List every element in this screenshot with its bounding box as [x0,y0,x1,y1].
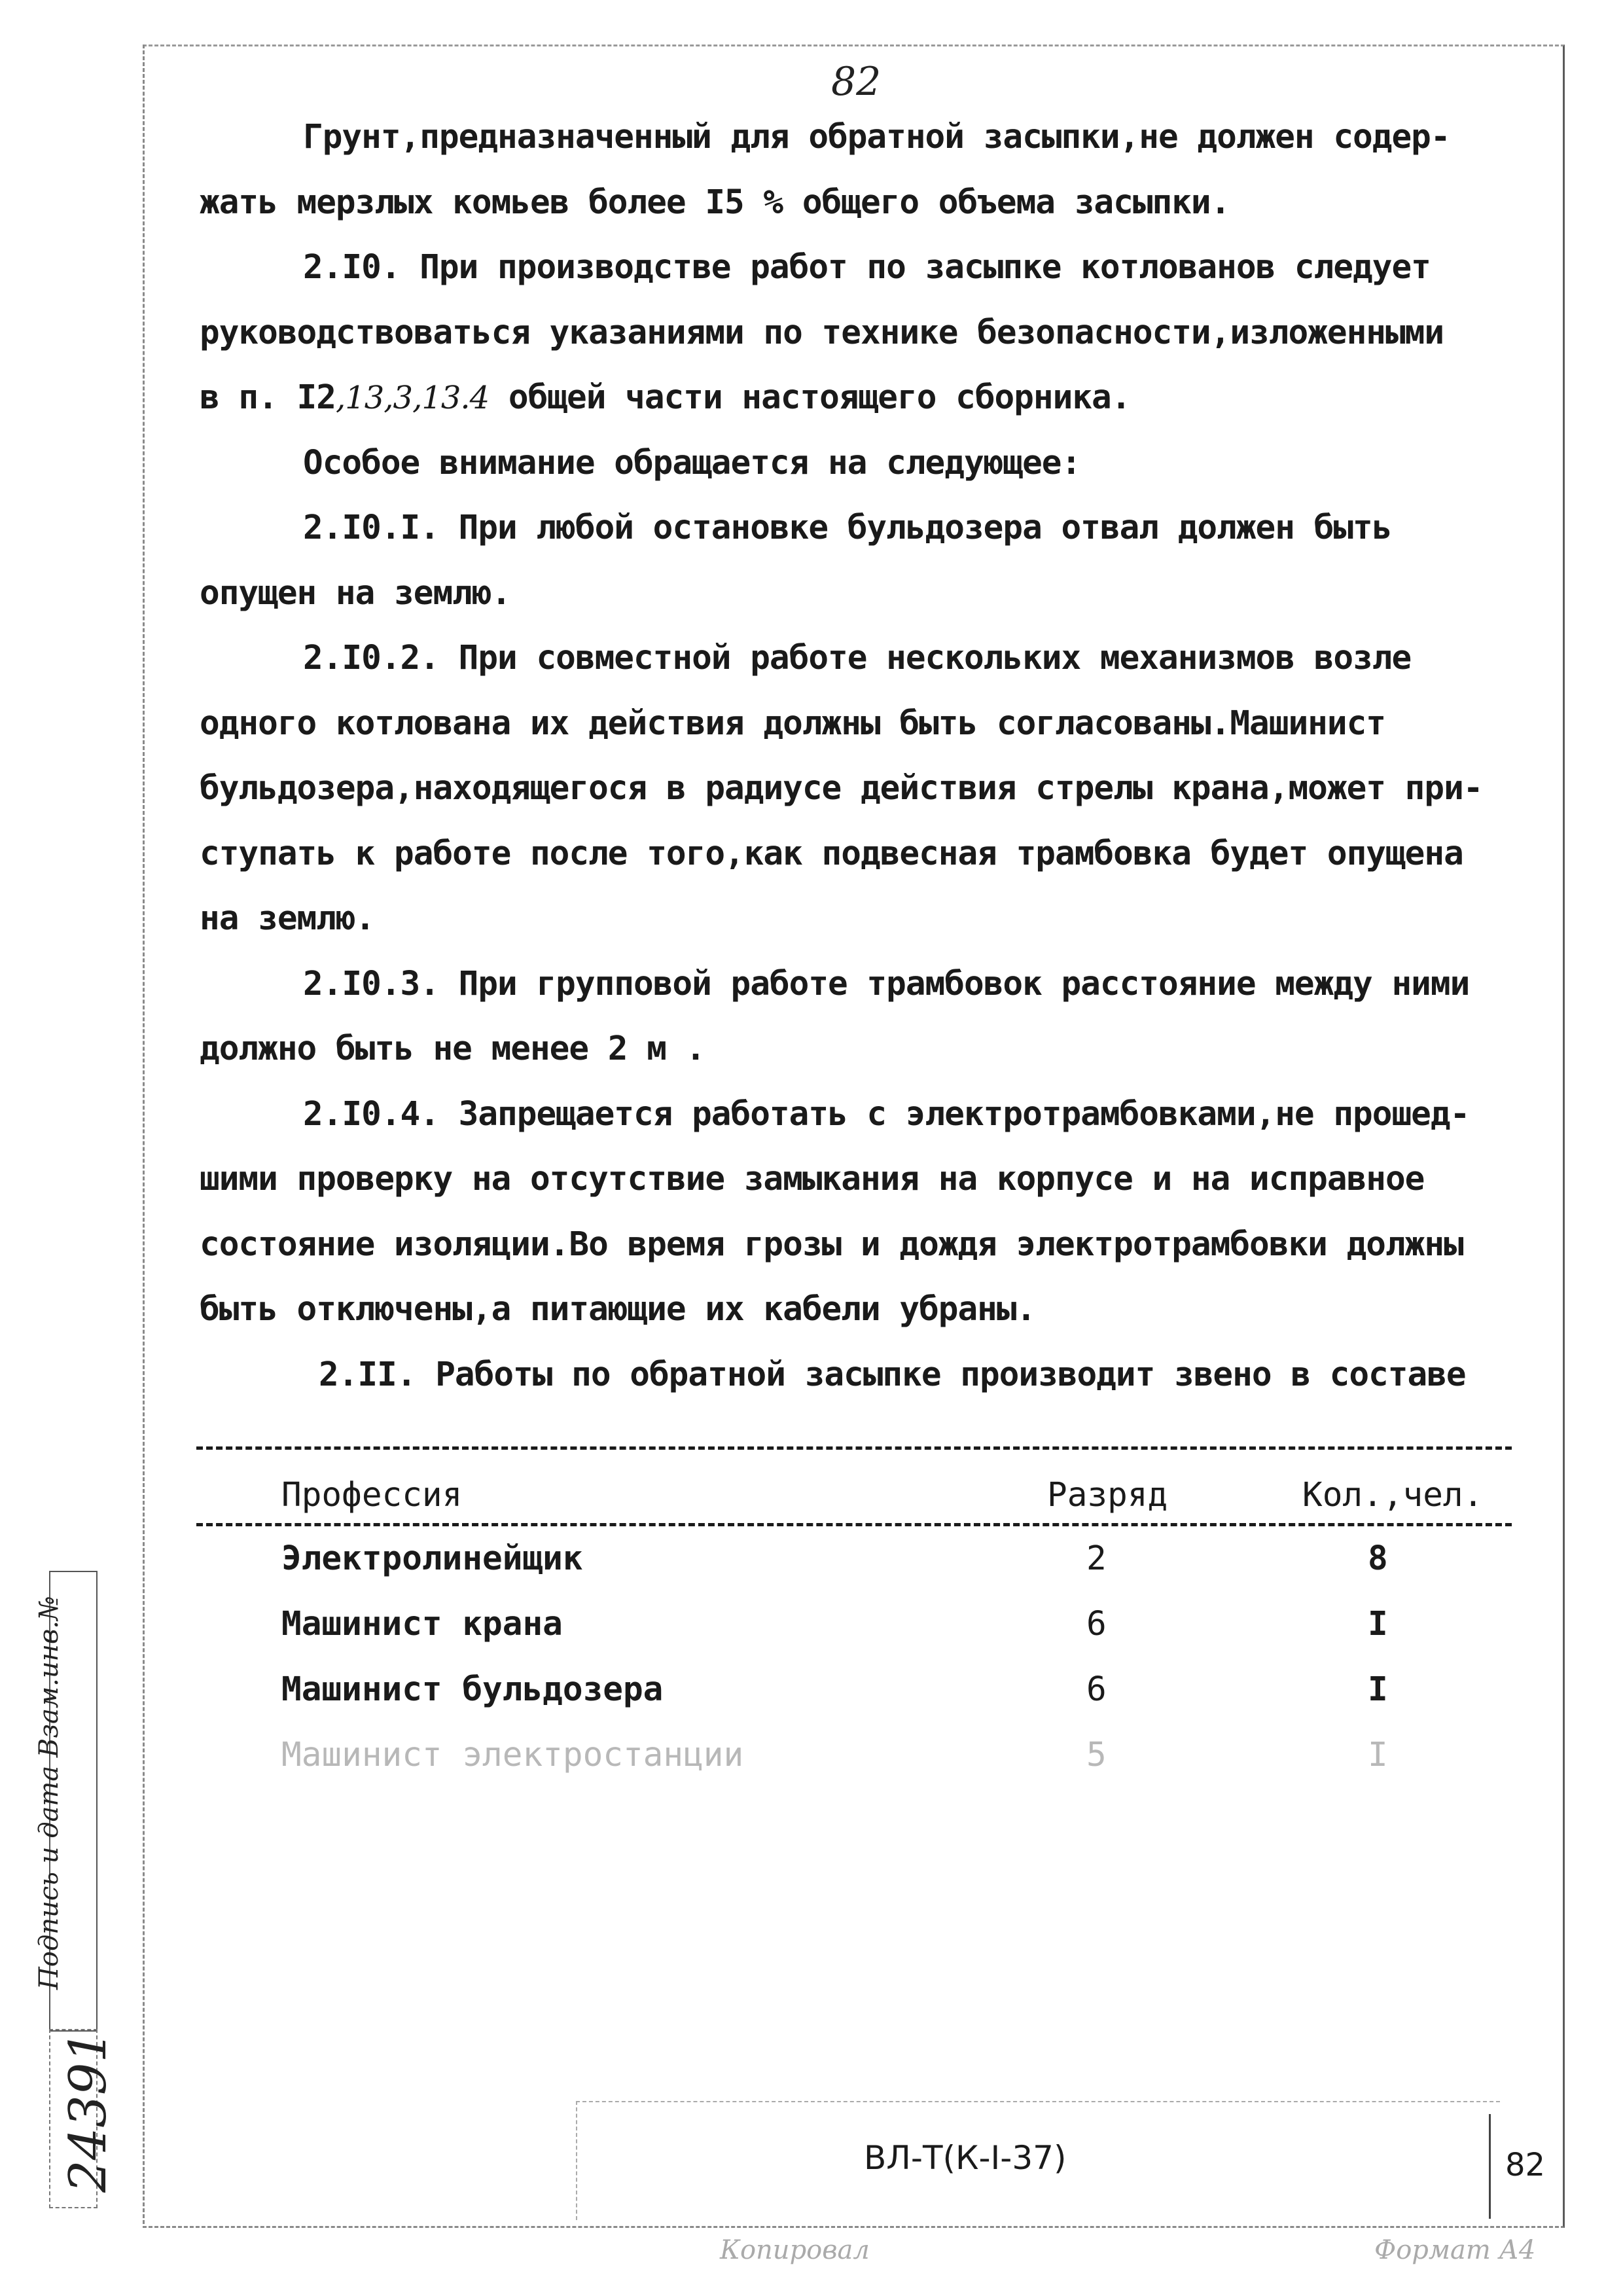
cell-count: I [1368,1736,1388,1774]
cell-profession: Электролинейщик [281,1539,583,1578]
header-profession: Профессия [281,1476,463,1515]
side-signature-label: Подпись и дата Взам.инв.№ [34,1596,64,1990]
table-row [196,1539,1512,1605]
table-row [196,1605,1512,1670]
paragraph-line: 2.I0.2. При совместной работе нескольких механизмов возле [303,639,1412,677]
table-header [196,1476,1512,1523]
footer-divider [1489,2114,1491,2219]
format-stamp: Формат А4 [1374,2235,1536,2265]
line-suffix: общей части настоящего сборника. [489,378,1131,417]
cell-count: 8 [1368,1539,1388,1578]
handwritten-insert: ,13,3,13.4 [335,380,490,416]
paragraph-line: 2.I0.3. При групповой работе трамбовок расстояние между ними [303,964,1470,1003]
paragraph-line: 2.I0.I. При любой остановке бульдозера отвал должен быть [303,509,1392,547]
paragraph-line: 2.II. Работы по обратной засыпке производит звено в составе [319,1355,1466,1394]
paragraph-line: одного котлована их действия должны быть согласованы.Машинист [200,704,1385,743]
paragraph-line: 2.I0. При производстве работ по засыпке котлованов следует [303,248,1431,287]
document-code: ВЛ-Т(К-I-37) [864,2139,1067,2177]
inventory-number: 24391 [59,2030,118,2193]
paragraph-line: 2.I0.4. Запрещается работать с электротрамбовками,не прошед- [303,1094,1470,1134]
table-row-faded [196,1736,1512,1801]
paragraph-line: ступать к работе после того,как подвесная трамбовка будет опущена [200,834,1463,873]
table-header-rule [196,1523,1512,1526]
page-number-handwritten: 82 [831,59,882,105]
cell-rank: 2 [1086,1539,1107,1578]
paragraph-line: Особое внимание обращается на следующее: [303,443,1081,482]
table-top-rule [196,1446,1512,1450]
cell-profession: Машинист бульдозера [281,1670,664,1709]
cell-profession: Машинист крана [281,1605,563,1643]
cell-count: I [1368,1605,1388,1643]
crew-table [196,1446,1512,1801]
paragraph-line: должно быть не менее 2 м . [200,1030,705,1068]
paragraph-line: руководствоваться указаниями по технике безопасности,изложенными [200,313,1444,352]
cell-rank: 6 [1086,1605,1107,1643]
paragraph-line: шими проверку на отсутствие замыкания на корпусе и на исправное [200,1160,1425,1198]
cell-count: I [1368,1670,1388,1709]
line-prefix: в п. I2 [200,378,336,417]
paragraph-line: состояние изоляции.Во время грозы и дождя электротрамбовки должны [200,1225,1463,1264]
table-row [196,1670,1512,1736]
cell-rank: 6 [1086,1670,1107,1709]
paragraph-line [200,365,1508,431]
paragraph-line: опущен на землю. [200,573,511,613]
cell-profession: Машинист электростанции [281,1736,744,1774]
margin-line [143,45,145,2224]
paragraph-line: Грунт,предназначенный для обратной засыпки,не должен содер- [303,118,1450,156]
cell-rank: 5 [1086,1736,1107,1774]
paragraph-line: бульдозера,находящегося в радиусе действия стрелы крана,может при- [200,769,1483,808]
paragraph-line: жать мерзлых комьев более I5 % общего объема засыпки. [200,183,1230,222]
header-rank: Разряд [1047,1476,1168,1515]
table-body [196,1539,1512,1801]
paragraph-line: быть отключены,а питающие их кабели убраны. [200,1290,1036,1329]
copied-stamp: Копировал [720,2235,870,2265]
paragraph-line: на землю. [200,899,375,938]
header-count: Кол.,чел. [1302,1476,1484,1515]
footer-page-number: 82 [1505,2147,1546,2183]
body-text [200,105,1508,1407]
